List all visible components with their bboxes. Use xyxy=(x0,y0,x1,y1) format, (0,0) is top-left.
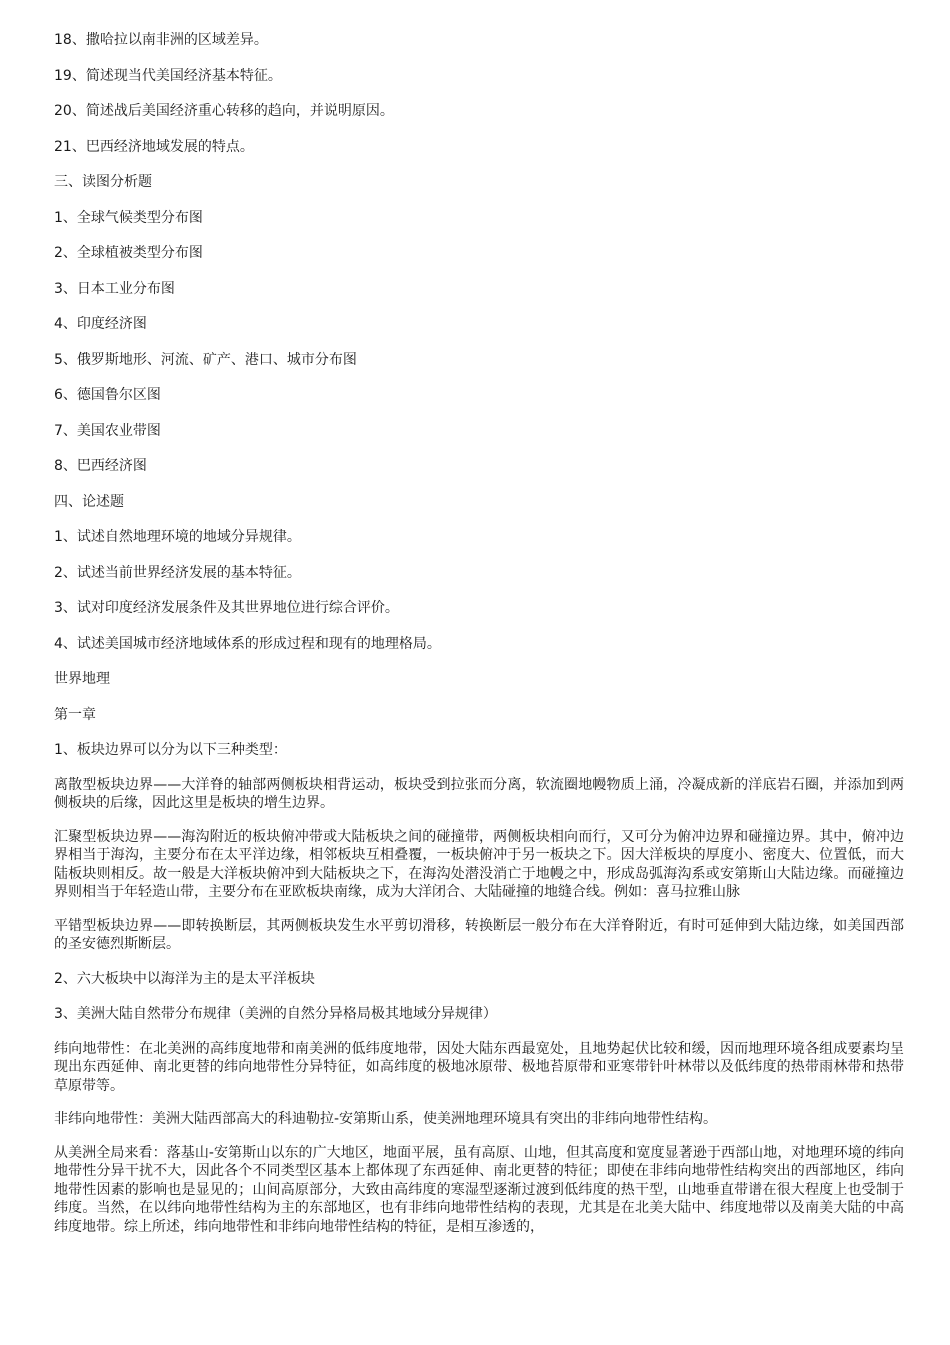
list-item: 4、印度经济图 xyxy=(54,316,147,332)
list-item: 21、巴西经济地域发展的特点。 xyxy=(54,138,254,155)
list-item: 3、美洲大陆自然带分布规律（美洲的自然分异格局极其地域分异规律） xyxy=(54,1006,497,1022)
list-item: 8、巴西经济图 xyxy=(54,458,147,474)
paragraph: 非纬向地带性：美洲大陆西部高大的科迪勒拉-安第斯山系，使美洲地理环境具有突出的非纬向地带性结构。 xyxy=(54,1111,718,1127)
list-item: 4、试述美国城市经济地域体系的形成过程和现有的地理格局。 xyxy=(54,635,441,652)
list-item: 6、德国鲁尔区图 xyxy=(54,387,161,403)
document-page xyxy=(54,30,904,1251)
list-item: 1、全球气候类型分布图 xyxy=(54,209,203,226)
paragraph: 纬向地带性：在北美洲的高纬度地带和南美洲的低纬度地带，因处大陆东西最宽处，且地势起伏比较和缓，因而地理环境各组成要素均呈现出东西延伸、南北更替的纬向地带性分异特征，如高纬度的极地冰原带、极地苔原带和亚寒带针叶林带以及低纬度的热带雨林带和热带草原带等。 xyxy=(54,1040,904,1094)
list-item: 7、美国农业带图 xyxy=(54,422,161,439)
list-item: 19、简述现当代美国经济基本特征。 xyxy=(54,67,282,84)
list-item: 2、六大板块中以海洋为主的是太平洋板块 xyxy=(54,970,315,987)
list-item: 1、试述自然地理环境的地域分异规律。 xyxy=(54,529,301,545)
list-item: 3、日本工业分布图 xyxy=(54,280,175,297)
section-heading: 三、读图分析题 xyxy=(54,174,152,190)
paragraph: 从美洲全局来看：落基山-安第斯山以东的广大地区，地面平展，虽有高原、山地，但其高度和宽度显著逊于西部山地，对地理环境的纬向地带性分异干扰不大，因此各个不同类型区基本上都体现了东西延伸、南北更替的特征；即使在非纬向地带性结构突出的西部地区，纬向地带性因素的影响也是显见的；山间高原部分，大致由高纬度的寒湿型逐渐过渡到低纬度的热干型，山地垂直带谱在很大程度上也受制于纬度。当然，在以纬向地带性结构为主的东部地区，也有非纬向地带性结构的表现，尤其是在北美大陆中、纬度地带以及南美大陆的中高纬度地带。综上所述，纬向地带性和非纬向地带性结构的特征，是相互渗透的， xyxy=(54,1144,904,1235)
list-item: 3、试对印度经济发展条件及其世界地位进行综合评价。 xyxy=(54,600,399,616)
paragraph: 离散型板块边界——大洋脊的轴部两侧板块相背运动，板块受到拉张而分离，软流圈地幔物质上涌，冷凝成新的洋底岩石圈，并添加到两侧板块的后缘，因此这里是板块的增生边界。 xyxy=(54,776,904,811)
paragraph: 平错型板块边界——即转换断层，其两侧板块发生水平剪切滑移，转换断层一般分布在大洋脊附近，有时可延伸到大陆边缘，如美国西部的圣安德烈斯断层。 xyxy=(54,917,904,952)
list-item: 1、板块边界可以分为以下三种类型： xyxy=(54,742,287,758)
list-item: 5、俄罗斯地形、河流、矿产、港口、城市分布图 xyxy=(54,351,357,368)
chapter-heading: 第一章 xyxy=(54,706,96,723)
list-item: 18、撒哈拉以南非洲的区域差异。 xyxy=(54,32,268,48)
section-heading: 四、论述题 xyxy=(54,493,124,510)
document-title: 世界地理 xyxy=(54,671,110,687)
list-item: 2、全球植被类型分布图 xyxy=(54,245,203,261)
list-item: 20、简述战后美国经济重心转移的趋向，并说明原因。 xyxy=(54,103,394,119)
list-item: 2、试述当前世界经济发展的基本特征。 xyxy=(54,564,301,581)
paragraph: 汇聚型板块边界——海沟附近的板块俯冲带或大陆板块之间的碰撞带，两侧板块相向而行，又可分为俯冲边界和碰撞边界。其中，俯冲边界相当于海沟，主要分布在太平洋边缘，相邻板块互相叠覆，一板块俯冲于另一板块之下。因大洋板块的厚度小、密度大、位置低，而大陆板块则相反。故一般是大洋板块俯冲到大陆板块之下，在海沟处潜没消亡于地幔之中，形成岛弧海沟系或安第斯山大陆边缘。而碰撞边界则相当于年轻造山带，主要分布在亚欧板块南缘，成为大洋闭合、大陆碰撞的地缝合线。例如：喜马拉雅山脉 xyxy=(54,828,904,900)
